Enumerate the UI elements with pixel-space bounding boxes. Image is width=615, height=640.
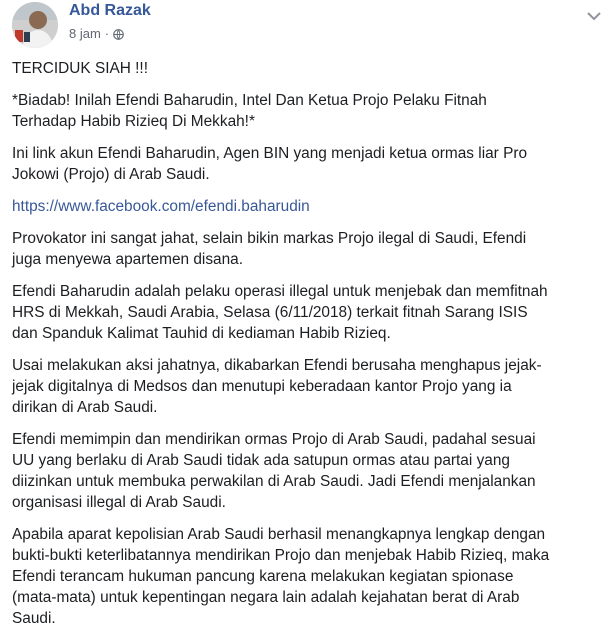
post-paragraph: Efendi Baharudin adalah pelaku operasi illegal untuk menjebak dan memfitnah HRS di Mekkah, Saudi Arabia, Selasa (6/11/2018) terkait fitnah Sarang ISIS dan Spanduk Kalimat Tauhid di kediaman Habib Rizieq.: [12, 283, 548, 342]
globe-icon[interactable]: [113, 28, 124, 39]
profile-link[interactable]: https://www.facebook.com/efendi.baharudin: [12, 198, 310, 215]
post-paragraph: Efendi memimpin dan mendirikan ormas Projo di Arab Saudi, padahal sesuai UU yang berlaku di Arab Saudi tidak ada satupun ormas atau partai yang diizinkan untuk membuka perwakilan di Arab Saudi. Jadi Efendi menjalankan organisasi illegal di Arab Saudi.: [12, 431, 536, 511]
post-paragraph: Apabila aparat kepolisian Arab Saudi berhasil menangkapnya lengkap dengan bukti-bukti keterlibatannya mendirikan Projo dan menjebak Habib Rizieq, maka Efendi terancam hukuman pancung karena melakukan kegiatan spionase (mata-mata) untuk kepentingan negara lain adalah kejahatan berat di Arab Saudi.: [12, 526, 550, 627]
post-paragraph: Usai melakukan aksi jahatnya, dikabarkan Efendi berusaha menghapus jejak- jejak digitalnya di Medsos dan menutupi keberadaan kantor Projo yang ia dirikan di Arab Saudi.: [12, 357, 542, 416]
post-header: [12, 2, 602, 48]
post-paragraph-intro: Ini link akun Efendi Baharudin, Agen BIN yang menjadi ketua ormas liar Pro Jokowi (Projo) di Arab Saudi.: [12, 145, 528, 183]
post-paragraph: Provokator ini sangat jahat, selain bikin markas Projo ilegal di Saudi, Efendi juga menyewa apartemen disana.: [12, 230, 527, 268]
post-paragraph-title: *Biadab! Inilah Efendi Baharudin, Intel Dan Ketua Projo Pelaku Fitnah Terhadap Habib Rizieq Di Mekkah!*: [12, 92, 487, 130]
author-name[interactable]: Abd Razak: [69, 2, 151, 19]
post-meta: [69, 26, 124, 41]
chevron-down-icon[interactable]: [586, 8, 602, 18]
avatar[interactable]: [12, 2, 58, 48]
avatar-photo: [12, 2, 58, 48]
post-body: [12, 58, 607, 640]
meta-separator: ·: [104, 26, 110, 41]
post-paragraph-headline: TERCIDUK SIAH !!!: [12, 60, 148, 77]
post-time[interactable]: 8 jam: [69, 26, 101, 41]
